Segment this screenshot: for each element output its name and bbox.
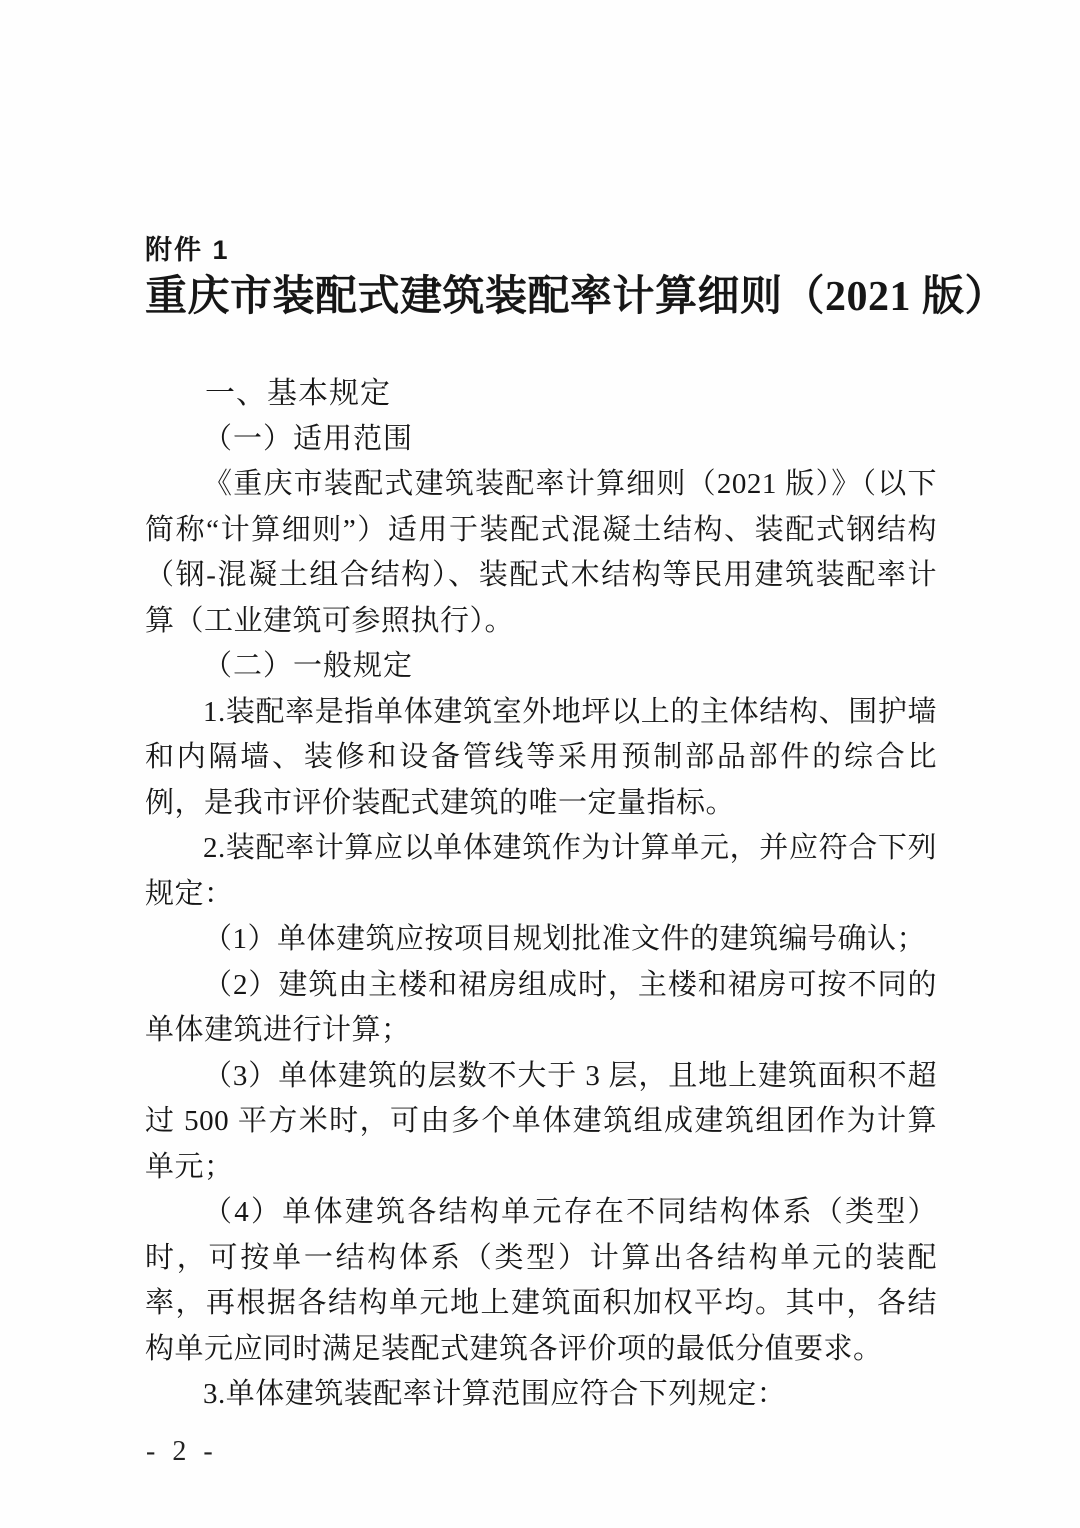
document-content	[145, 233, 1008, 1418]
paragraph-rule-1: 1.装配率是指单体建筑室外地坪以上的主体结构、围护墙和内隔墙、装修和设备管线等采用预制部品部件的综合比例，是我市评价装配式建筑的唯一定量指标。	[145, 695, 937, 819]
attachment-label: 附件 1	[145, 235, 230, 265]
subsection-heading-general-rules: （二）一般规定	[203, 650, 414, 682]
subsection-heading-scope: （一）适用范围	[203, 422, 414, 455]
paragraph-rule-2-item-3: （3）单体建筑的层数不大于 3 层，且地上建筑面积不超过 500 平方米时，可由多个单体建筑组成建筑组团作为计算单元；	[145, 1059, 937, 1183]
paragraph-rule-2-item-2: （2）建筑由主楼和裙房组成时，主楼和裙房可按不同的单体建筑进行计算；	[145, 968, 937, 1046]
document-title: 重庆市装配式建筑装配率计算细则（2021 版）	[145, 274, 1008, 320]
document-body	[145, 371, 937, 1418]
page-number: - 2 -	[146, 1436, 218, 1467]
paragraph-scope: 《重庆市装配式建筑装配率计算细则（2021 版）》（以下简称“计算细则”）适用于装配式混凝土结构、装配式钢结构（钢-混凝土组合结构）、装配式木结构等民用建筑装配率计算（工业建筑可参照执行）。	[145, 468, 937, 637]
paragraph-rule-2: 2.装配率计算应以单体建筑作为计算单元，并应符合下列规定：	[145, 832, 937, 910]
paragraph-rule-3: 3.单体建筑装配率计算范围应符合下列规定：	[203, 1378, 787, 1410]
paragraph-rule-2-item-4: （4）单体建筑各结构单元存在不同结构体系（类型）时，可按单一结构体系（类型）计算出各结构单元的装配率，再根据各结构单元地上建筑面积加权平均。其中，各结构单元应同时满足装配式建筑各评价项的最低分值要求。	[145, 1196, 937, 1365]
section-heading-basic-provisions: 一、基本规定	[205, 377, 391, 410]
paragraph-rule-2-item-1: （1）单体建筑应按项目规划批准文件的建筑编号确认；	[203, 923, 927, 955]
